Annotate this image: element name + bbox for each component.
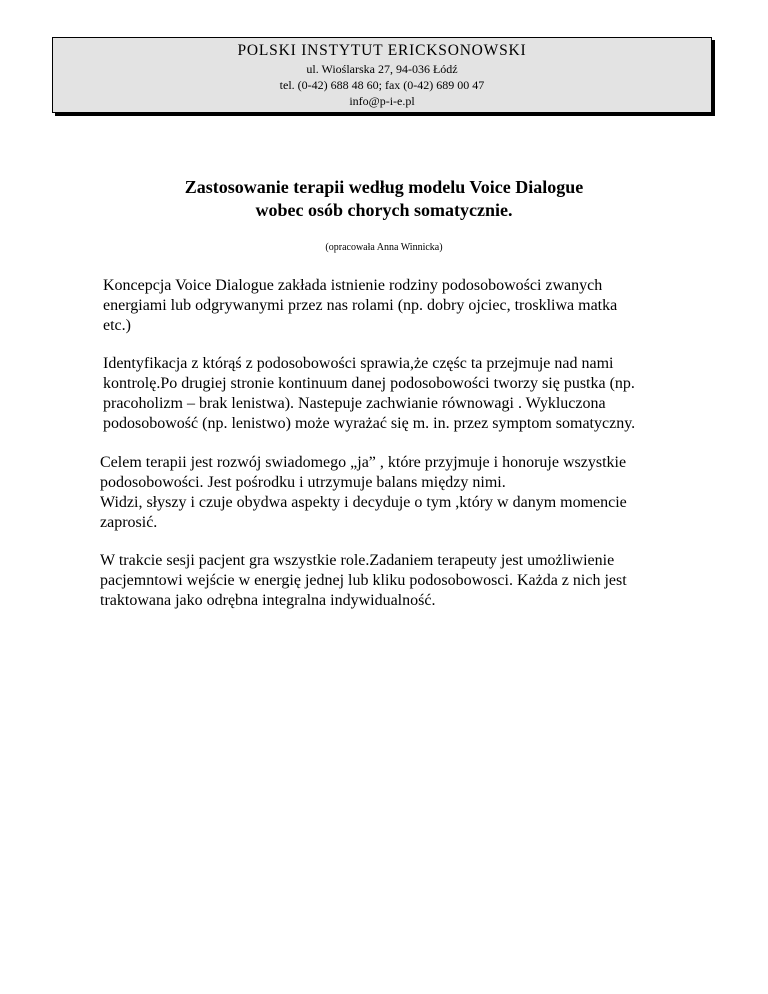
paragraph-line: energiami lub odgrywanymi przez nas rolami (np. dobry ojciec, troskliwa matka [103,297,618,314]
document-title-line-2: wobec osób chorych somatycznie. [255,200,513,220]
institute-contact: tel. (0-42) 688 48 60; fax (0-42) 689 00 47 [279,78,485,92]
document-title [0,176,768,222]
paragraph-line: W trakcie sesji pacjent gra wszystkie role.Zadaniem terapeuty jest umożliwienie [100,552,615,569]
paragraph-line: Identyfikacja z którąś z podosobowości sprawia,że częśc ta przejmuje nad nami [103,355,614,372]
paragraph-line: Koncepcja Voice Dialogue zakłada istnienie rodziny podosobowości zwanych [103,277,603,294]
paragraph-line: Celem terapii jest rozwój swiadomego „ja” , które przyjmuje i honoruje wszystkie [100,454,627,471]
paragraph-line: etc.) [103,317,131,334]
letterhead-box [52,37,712,113]
paragraph-therapy-goal [100,453,720,533]
document-title-line-1: Zastosowanie terapii według modelu Voice Dialogue [184,177,584,197]
paragraph-line: podosobowość (np. lenistwo) może wyrażać się m. in. przez symptom somatyczny. [103,415,636,432]
institute-name: POLSKI INSTYTUT ERICKSONOWSKI [237,42,527,59]
institute-email: info@p-i-e.pl [349,94,415,108]
institute-address: ul. Wioślarska 27, 94-036 Łódź [306,62,458,76]
paragraph-concept [103,276,723,336]
paragraph-line: kontrolę.Po drugiej stronie kontinuum danej podosobowości tworzy się pustka (np. [103,375,635,392]
paragraph-line: pracoholizm – brak lenistwa). Nastepuje zachwianie równowagi . Wykluczona [103,395,606,412]
paragraph-line: zaprosić. [100,514,158,531]
author-note: (opracowała Anna Winnicka) [325,242,443,253]
paragraph-session [100,551,720,611]
paragraph-identification [103,354,723,434]
paragraph-line: Widzi, słyszy i czuje obydwa aspekty i decyduje o tym ,który w danym momencie [100,494,627,511]
paragraph-line: podosobowości. Jest pośrodku i utrzymuje balans między nimi. [100,474,506,491]
paragraph-line: pacjemntowi wejście w energię jednej lub kliku podosobowosci. Każda z nich jest [100,572,627,589]
paragraph-line: traktowana jako odrębna integralna indywidualność. [100,592,436,609]
